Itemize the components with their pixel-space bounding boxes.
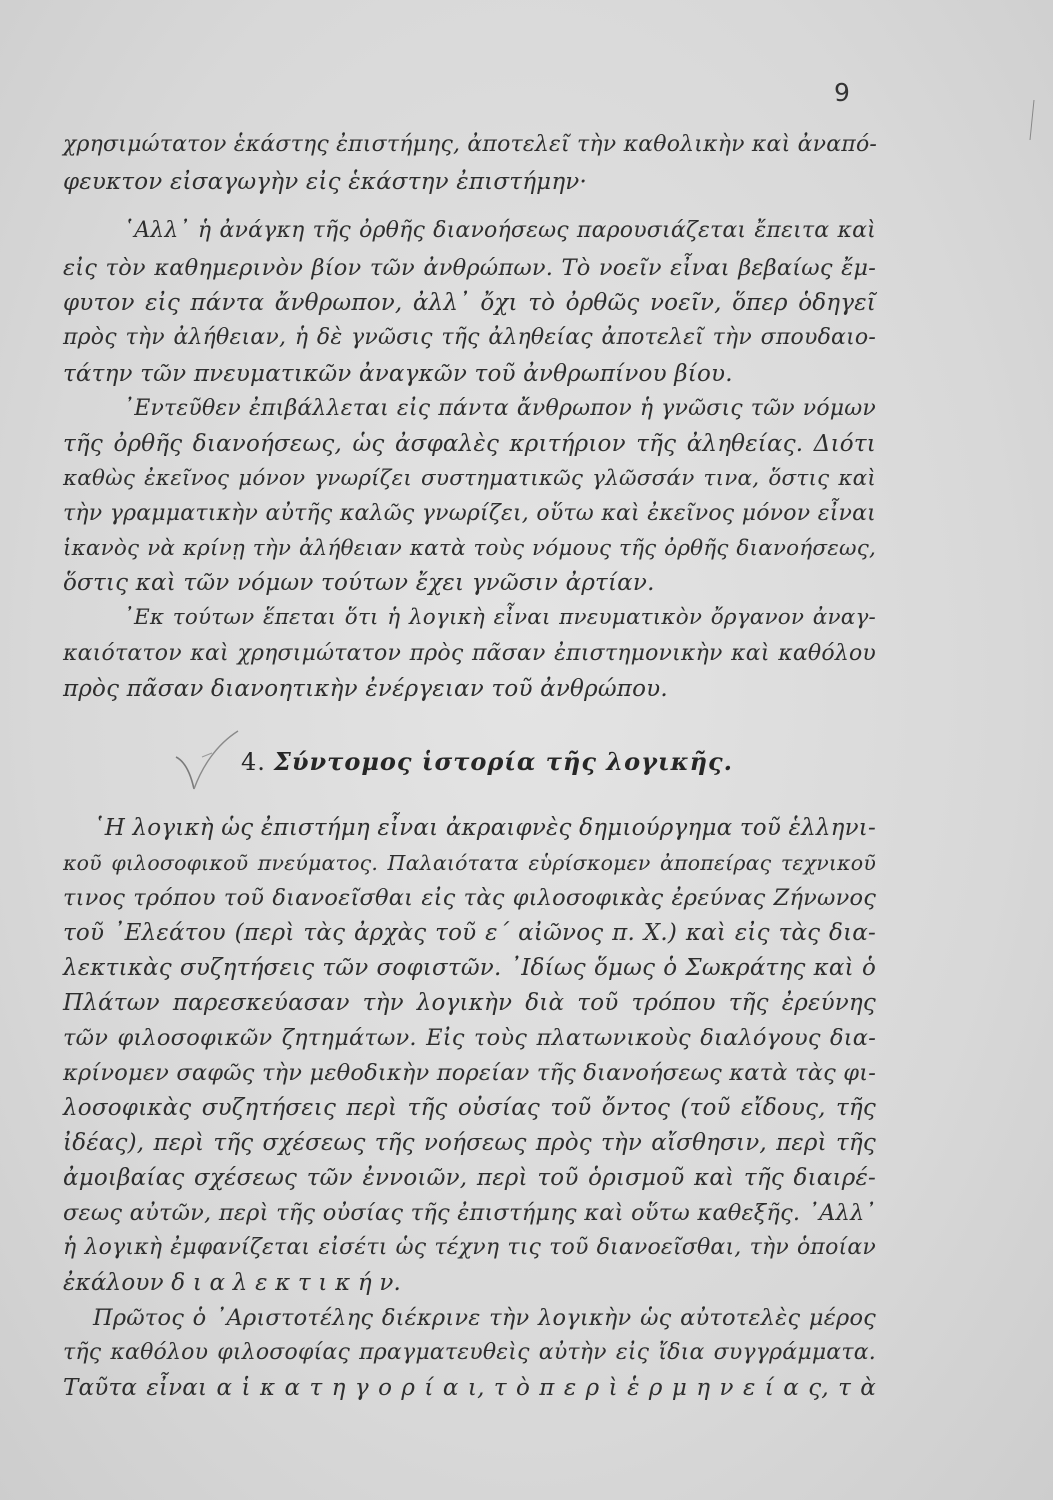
text-line: ἀμοιβαίας σχέσεως τῶν ἐννοιῶν, περὶ τοῦ ὁρισμοῦ καὶ τῆς διαιρέ-: [63, 1165, 876, 1191]
text-line: ᾽Εντεῦθεν ἐπιβάλλεται εἰς πάντα ἄνθρωπον ἡ γνῶσις τῶν νόμων: [123, 396, 876, 421]
text-line: τῶν φιλοσοφικῶν ζητημάτων. Εἰς τοὺς πλατωνικοὺς διαλόγους δια-: [63, 1025, 876, 1051]
text-line: λεκτικὰς συζητήσεις τῶν σοφιστῶν. ᾽Ιδίως ὅμως ὁ Σωκράτης καὶ ὁ: [63, 955, 876, 981]
text-line: πρὸς τὴν ἀλήθειαν, ἡ δὲ γνῶσις τῆς ἀληθείας ἀποτελεῖ τὴν σπουδαιο-: [63, 325, 876, 350]
section-title: Σύντομος ἱστορία τῆς λογικῆς.: [273, 747, 734, 776]
text-line: ὅστις καὶ τῶν νόμων τούτων ἔχει γνῶσιν ἀρτίαν.: [63, 570, 655, 596]
text-line: καθὼς ἐκεῖνος μόνον γνωρίζει συστηματικῶς γλῶσσάν τινα, ὅστις καὶ: [63, 466, 876, 491]
text-line: ἡ λογικὴ ἐμφανίζεται εἰσέτι ὡς τέχνη τις τοῦ διανοεῖσθαι, τὴν ὁποίαν: [63, 1235, 876, 1260]
text-line: τῆς καθόλου φιλοσοφίας πραγματευθεὶς αὐτὴν εἰς ἴδια συγγράμματα.: [63, 1340, 876, 1365]
text-line: Ταῦτα εἶναι α ἱ κ α τ η γ ο ρ ί α ι, τ ὸ π ε ρ ὶ ἑ ρ μ η ν ε ί α ς, τ ὰ: [63, 1375, 876, 1401]
page-number: 9: [834, 78, 850, 107]
text-line: ᾽Εκ τούτων ἕπεται ὅτι ἡ λογικὴ εἶναι πνευματικὸν ὄργανον ἀναγ-: [123, 605, 876, 630]
text-line: ἰδέας), περὶ τῆς σχέσεως τῆς νοήσεως πρὸς τὴν αἴσθησιν, περὶ τῆς: [63, 1130, 876, 1156]
text-line: ἱκανὸς νὰ κρίνῃ τὴν ἀλήθειαν κατὰ τοὺς νόμους τῆς ὀρθῆς διανοήσεως,: [63, 536, 876, 561]
text-line: ῾Αλλ᾽ ἡ ἀνάγκη τῆς ὀρθῆς διανοήσεως παρουσιάζεται ἔπειτα καὶ: [123, 218, 876, 243]
text-line: χρησιμώτατον ἑκάστης ἐπιστήμης, ἀποτελεῖ τὴν καθολικὴν καὶ ἀναπό-: [63, 132, 878, 157]
text-line: φευκτον εἰσαγωγὴν εἰς ἑκάστην ἐπιστήμην·: [63, 169, 587, 195]
section-number: 4.: [241, 748, 266, 776]
text-line: πρὸς πᾶσαν διανοητικὴν ἐνέργειαν τοῦ ἀνθρώπου.: [63, 676, 668, 702]
text-line: τοῦ ᾽Ελεάτου (περὶ τὰς ἀρχὰς τοῦ ε´ αἰῶνος π. Χ.) καὶ εἰς τὰς δια-: [63, 920, 876, 946]
text-line: κοῦ φιλοσοφικοῦ πνεύματος. Παλαιότατα εὑρίσκομεν ἀποπείρας τεχνικοῦ: [63, 851, 876, 875]
text-line: τὴν γραμματικὴν αὐτῆς καλῶς γνωρίζει, οὕτω καὶ ἐκεῖνος μόνον εἶναι: [63, 501, 876, 526]
text-line: σεως αὐτῶν, περὶ τῆς οὐσίας τῆς ἐπιστήμης καὶ οὕτω καθεξῆς. ᾽Αλλ᾽: [63, 1200, 876, 1226]
text-line: λοσοφικὰς συζητήσεις περὶ τῆς οὐσίας τοῦ ὄντος (τοῦ εἴδους, τῆς: [63, 1095, 876, 1121]
text-line: φυτον εἰς πάντα ἄνθρωπον, ἀλλ᾽ ὄχι τὸ ὀρθῶς νοεῖν, ὅπερ ὁδηγεῖ: [63, 290, 876, 316]
section-heading: [241, 747, 733, 777]
text-line: τῆς ὀρθῆς διανοήσεως, ὡς ἀσφαλὲς κριτήριον τῆς ἀληθείας. Διότι: [63, 431, 876, 457]
text-line: Πρῶτος ὁ ᾽Αριστοτέλης διέκρινε τὴν λογικὴν ὡς αὐτοτελὲς μέρος: [93, 1305, 876, 1331]
text-line: Πλάτων παρεσκεύασαν τὴν λογικὴν διὰ τοῦ τρόπου τῆς ἐρεύνης: [63, 990, 876, 1016]
text-line: εἰς τὸν καθημερινὸν βίον τῶν ἀνθρώπων. Τὸ νοεῖν εἶναι βεβαίως ἔμ-: [63, 255, 876, 281]
text-line: τινος τρόπου τοῦ διανοεῖσθαι εἰς τὰς φιλοσοφικὰς ἐρεύνας Ζήνωνος: [63, 885, 876, 911]
text-line: καιότατον καὶ χρησιμώτατον πρὸς πᾶσαν ἐπιστημονικὴν καὶ καθόλου: [63, 641, 876, 666]
text-line: κρίνομεν σαφῶς τὴν μεθοδικὴν πορείαν τῆς διανοήσεως κατὰ τὰς φι-: [63, 1060, 877, 1086]
text-line: τάτην τῶν πνευματικῶν ἀναγκῶν τοῦ ἀνθρωπίνου βίου.: [63, 361, 733, 387]
text-line: ῾Η λογικὴ ὡς ἐπιστήμη εἶναι ἀκραιφνὲς δημιούργημα τοῦ ἑλληνι-: [93, 815, 876, 841]
text-line: ἐκάλουν δ ι α λ ε κ τ ι κ ή ν.: [63, 1270, 402, 1296]
